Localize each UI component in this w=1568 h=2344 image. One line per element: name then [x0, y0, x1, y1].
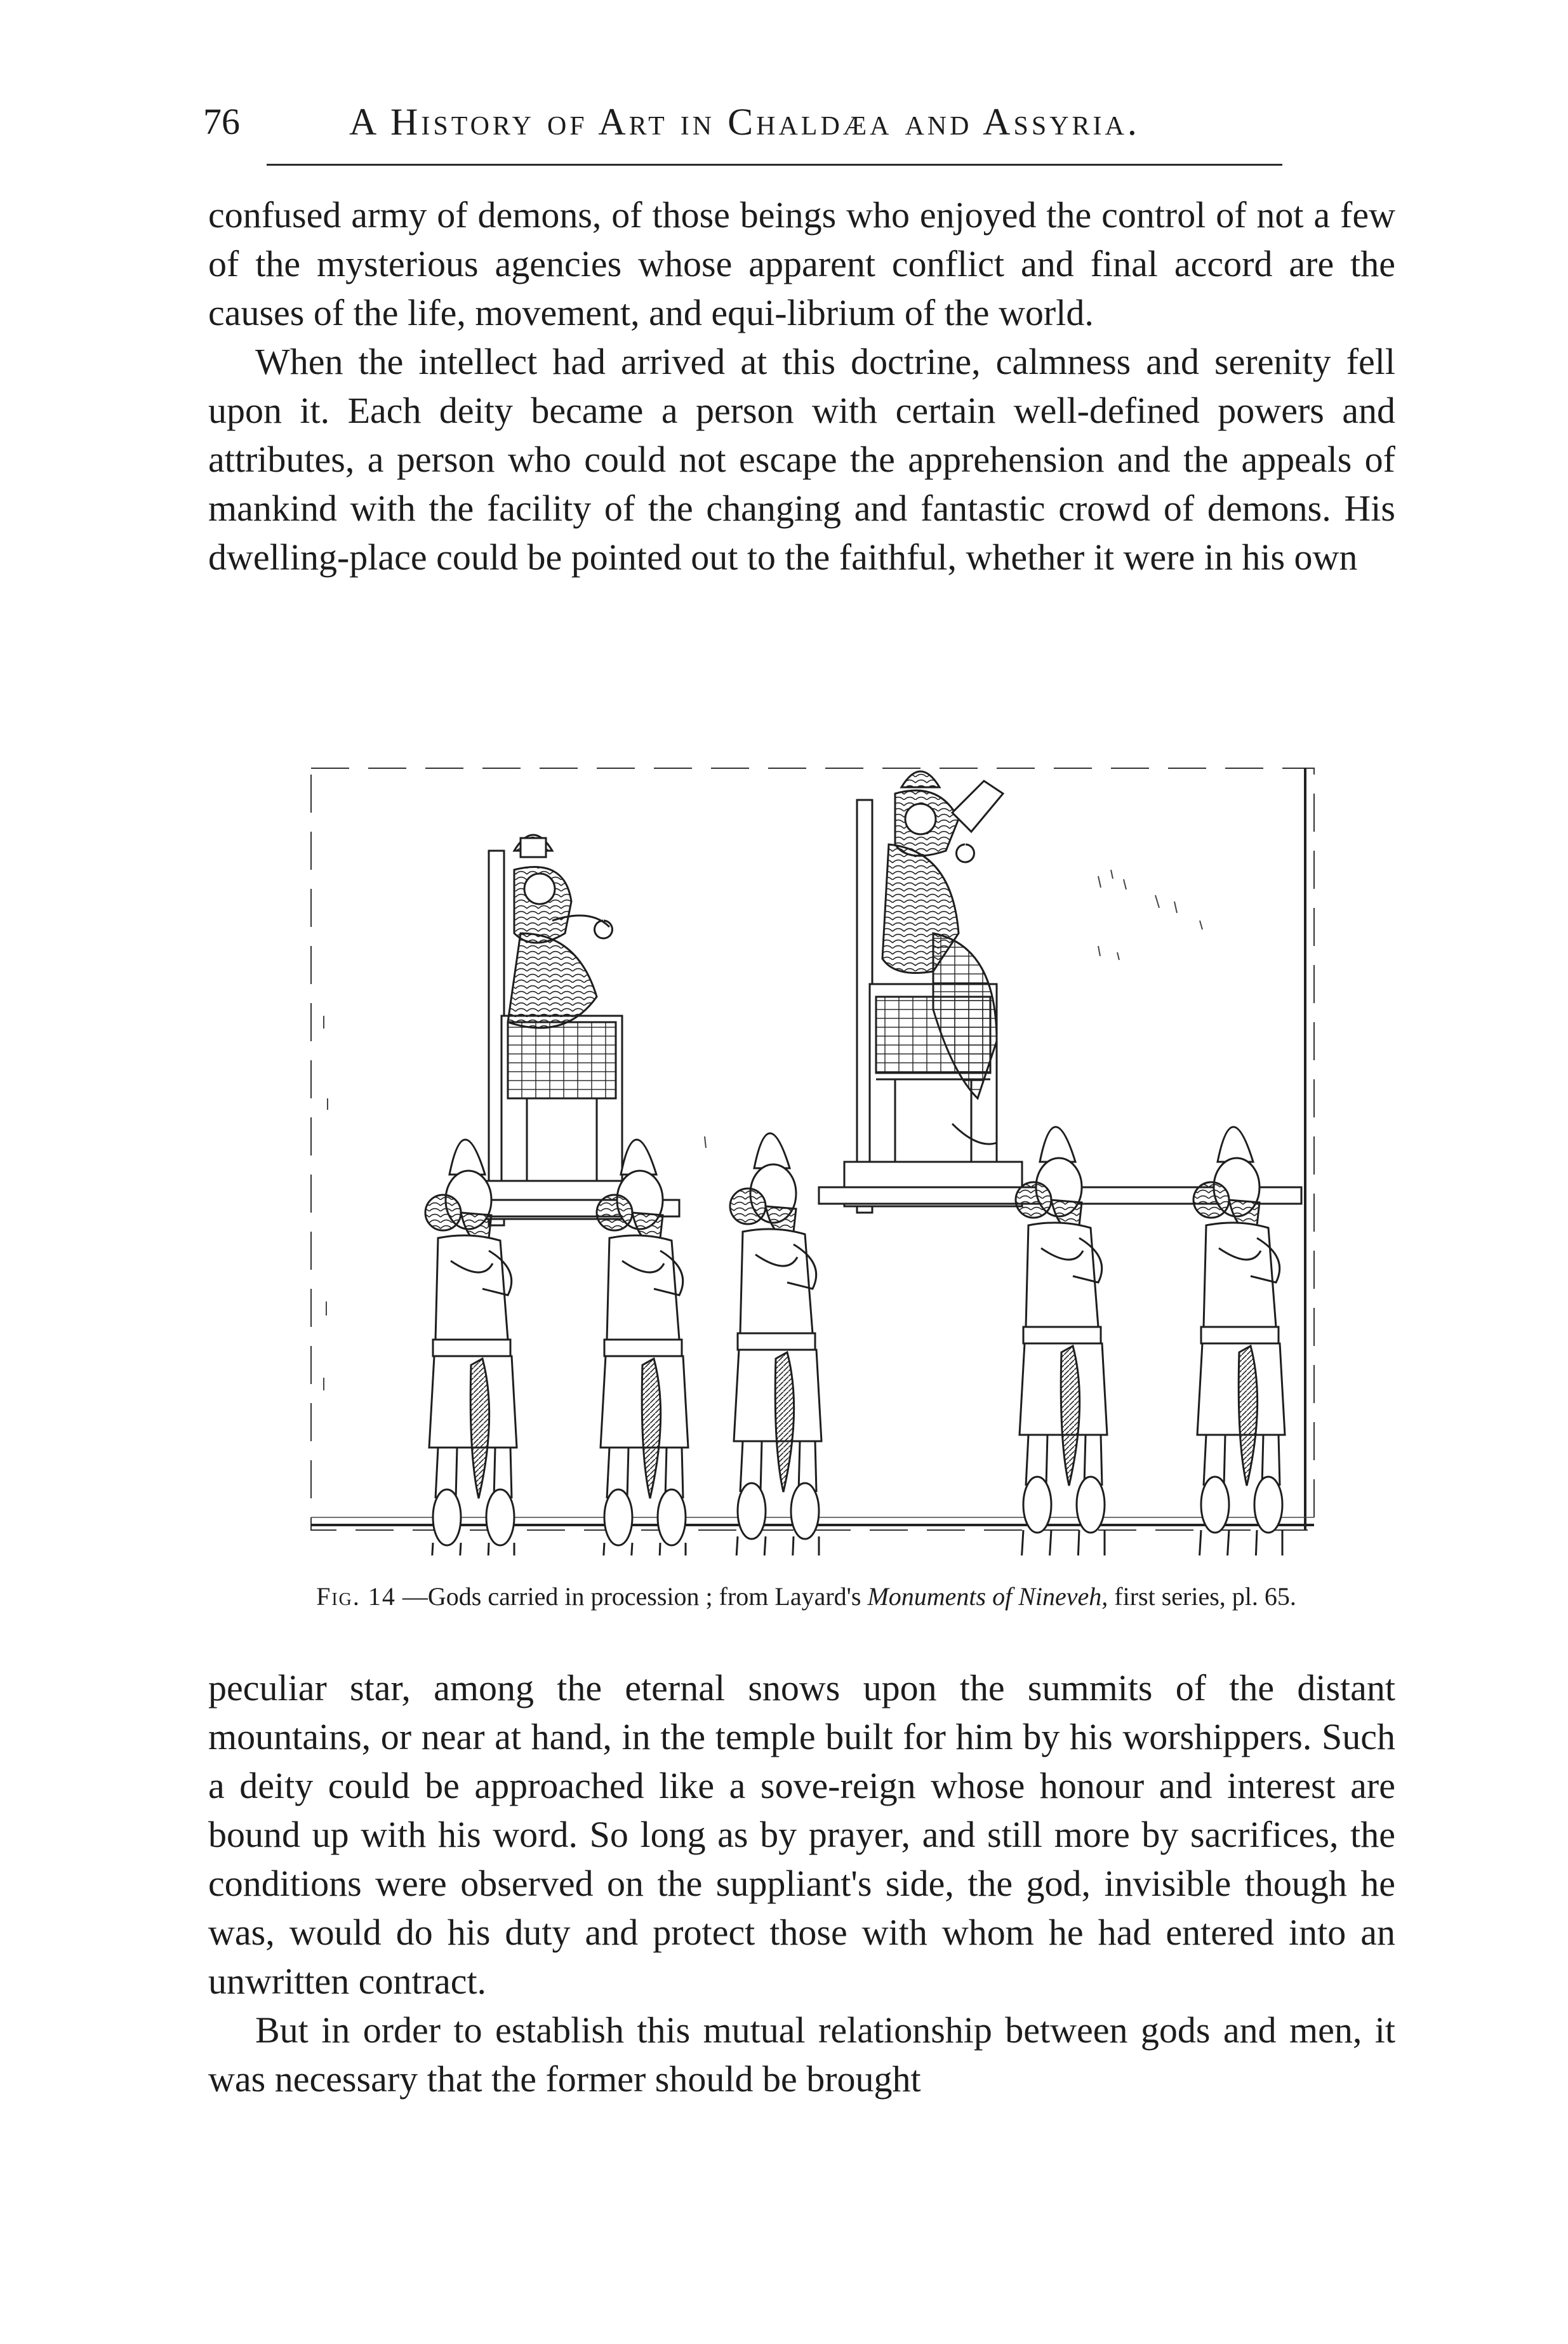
body-text-top: [208, 190, 1395, 582]
body-text-bottom: [208, 1663, 1395, 2103]
figure-caption: [229, 1575, 1384, 1619]
figure-illustration: [298, 743, 1327, 1555]
paragraph: peculiar star, among the eternal snows upon the summits of the distant mountains, or near at hand, in the temple built for him by his worshippers. Such a deity could be approached like a sove-reign whose honour and interest are bound up with his word. So long as by prayer, and still more by sacrifices, the conditions were observed on the suppliant's side, the god, invisible though he was, would do his duty and protect those with whom he had entered into an unwritten contract.: [208, 1667, 1395, 2002]
header-rule: [267, 164, 1282, 166]
paragraph: When the intellect had arrived at this doctrine, calmness and serenity fell upon it. Each deity became a person with certain well-defined powers and attributes, a person who could not escape the apprehension and the appeals of mankind with the facility of the changing and fantastic crowd of demons. His dwelling-place could be pointed out to the faithful, whether it were in his own: [208, 341, 1395, 578]
paragraph: But in order to establish this mutual relationship between gods and men, it was necessary that the former should be brought: [208, 2009, 1395, 2100]
caption-work-title: Monuments of Nineveh,: [867, 1582, 1108, 1611]
running-head: [203, 97, 1397, 147]
figure-label: Fig. 14: [316, 1582, 396, 1611]
paragraph: confused army of demons, of those beings who enjoyed the control of not a few of the mysterious agencies whose apparent conflict and final accord are the causes of the life, movement, and equi-librium of the world.: [208, 194, 1395, 333]
caption-text: first series, pl. 65.: [1108, 1582, 1296, 1611]
running-title: A History of Art in Chaldæa and Assyria.: [349, 101, 1140, 143]
caption-text: —Gods carried in procession ; from Layard's: [395, 1582, 868, 1611]
page-number: 76: [203, 101, 240, 142]
procession-relief-drawing: [298, 743, 1327, 1555]
